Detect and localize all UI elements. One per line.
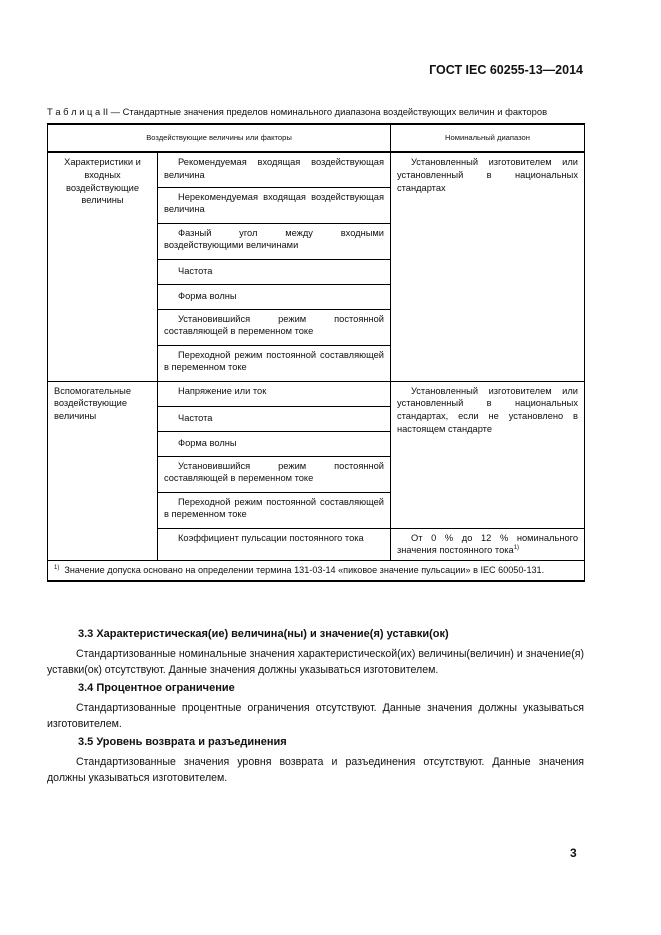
group1-label: Характеристики и входных воздействующие величины	[48, 152, 158, 381]
table-caption: Т а б л и ц а II — Стандартные значения пределов номинального диапазона воздействующих величин и факторов	[47, 106, 548, 117]
factor-cell: Переходной режим постоянной составляющей в переменном токе	[158, 492, 391, 528]
factor-cell: Частота	[158, 259, 391, 284]
table-row	[48, 152, 585, 187]
page-number: 3	[570, 846, 577, 860]
factor-cell: Нерекомендуемая входящая воздействующая величина	[158, 187, 391, 223]
factor-cell: Переходной режим постоянной составляющей в переменном токе	[158, 345, 391, 381]
group2-label: Вспомогательные воздействующие величины	[48, 381, 158, 561]
footnote-mark: 1)	[513, 545, 520, 552]
factor-cell: Рекомендуемая входящая воздействующая величина	[158, 152, 391, 187]
factor-cell: Напряжение или ток	[158, 381, 391, 406]
document-id: ГОСТ IEC 60255-13—2014	[429, 63, 583, 77]
group2-range: Установленный изготовителем или установленный в национальных стандартах, если не установлено в настоящем стандарте	[391, 381, 585, 528]
factor-cell: Форма волны	[158, 284, 391, 309]
footnote-row	[48, 561, 585, 581]
section-text: Стандартизованные значения уровня возврата и разъединения отсутствуют. Данные значения должны указываться изготовителем.	[47, 756, 584, 784]
factor-cell: Установившийся режим постоянной составляющей в переменном токе	[158, 309, 391, 345]
section-heading: 3.5 Уровень возврата и разъединения	[78, 736, 287, 748]
section-text: Стандартизованные процентные ограничения отсутствуют. Данные значения должны указываться изготовителем.	[47, 702, 584, 730]
group1-range: Установленный изготовителем или установленный в национальных стандартах	[391, 152, 585, 381]
factor-cell: Коэффициент пульсации постоянного тока	[158, 528, 391, 561]
factor-cell: Частота	[158, 406, 391, 431]
factor-cell: Форма волны	[158, 431, 391, 456]
table-row	[48, 381, 585, 406]
col-header-range: Номинальный диапазон	[391, 124, 585, 152]
section-heading: 3.4 Процентное ограничение	[78, 682, 235, 694]
factor-cell: Установившийся режим постоянной составляющей в переменном токе	[158, 456, 391, 492]
range-table	[47, 123, 585, 582]
ripple-range: От 0 % до 12 % номинального значения постоянного тока$^{1)}$	[391, 528, 585, 561]
table-header-row	[48, 124, 585, 152]
table-footnote: $^{1)}$ Значение допуска основано на определении термина 131-03-14 «пиковое значение пульсации» в IEC 60050-131.	[48, 561, 585, 581]
section-heading: 3.3 Характеристическая(ие) величина(ны) и значение(я) уставки(ок)	[78, 628, 449, 640]
col-header-factors: Воздействующие величины или факторы	[48, 124, 391, 152]
footnote-mark: 1)	[54, 565, 60, 572]
factor-cell: Фазный угол между входными воздействующими величинами	[158, 223, 391, 259]
section-text: Стандартизованные номинальные значения характеристической(их) величины(величин) и значение(я) уставки(ок) отсутствуют. Данные значения должны указываться изготовителем.	[47, 648, 584, 676]
